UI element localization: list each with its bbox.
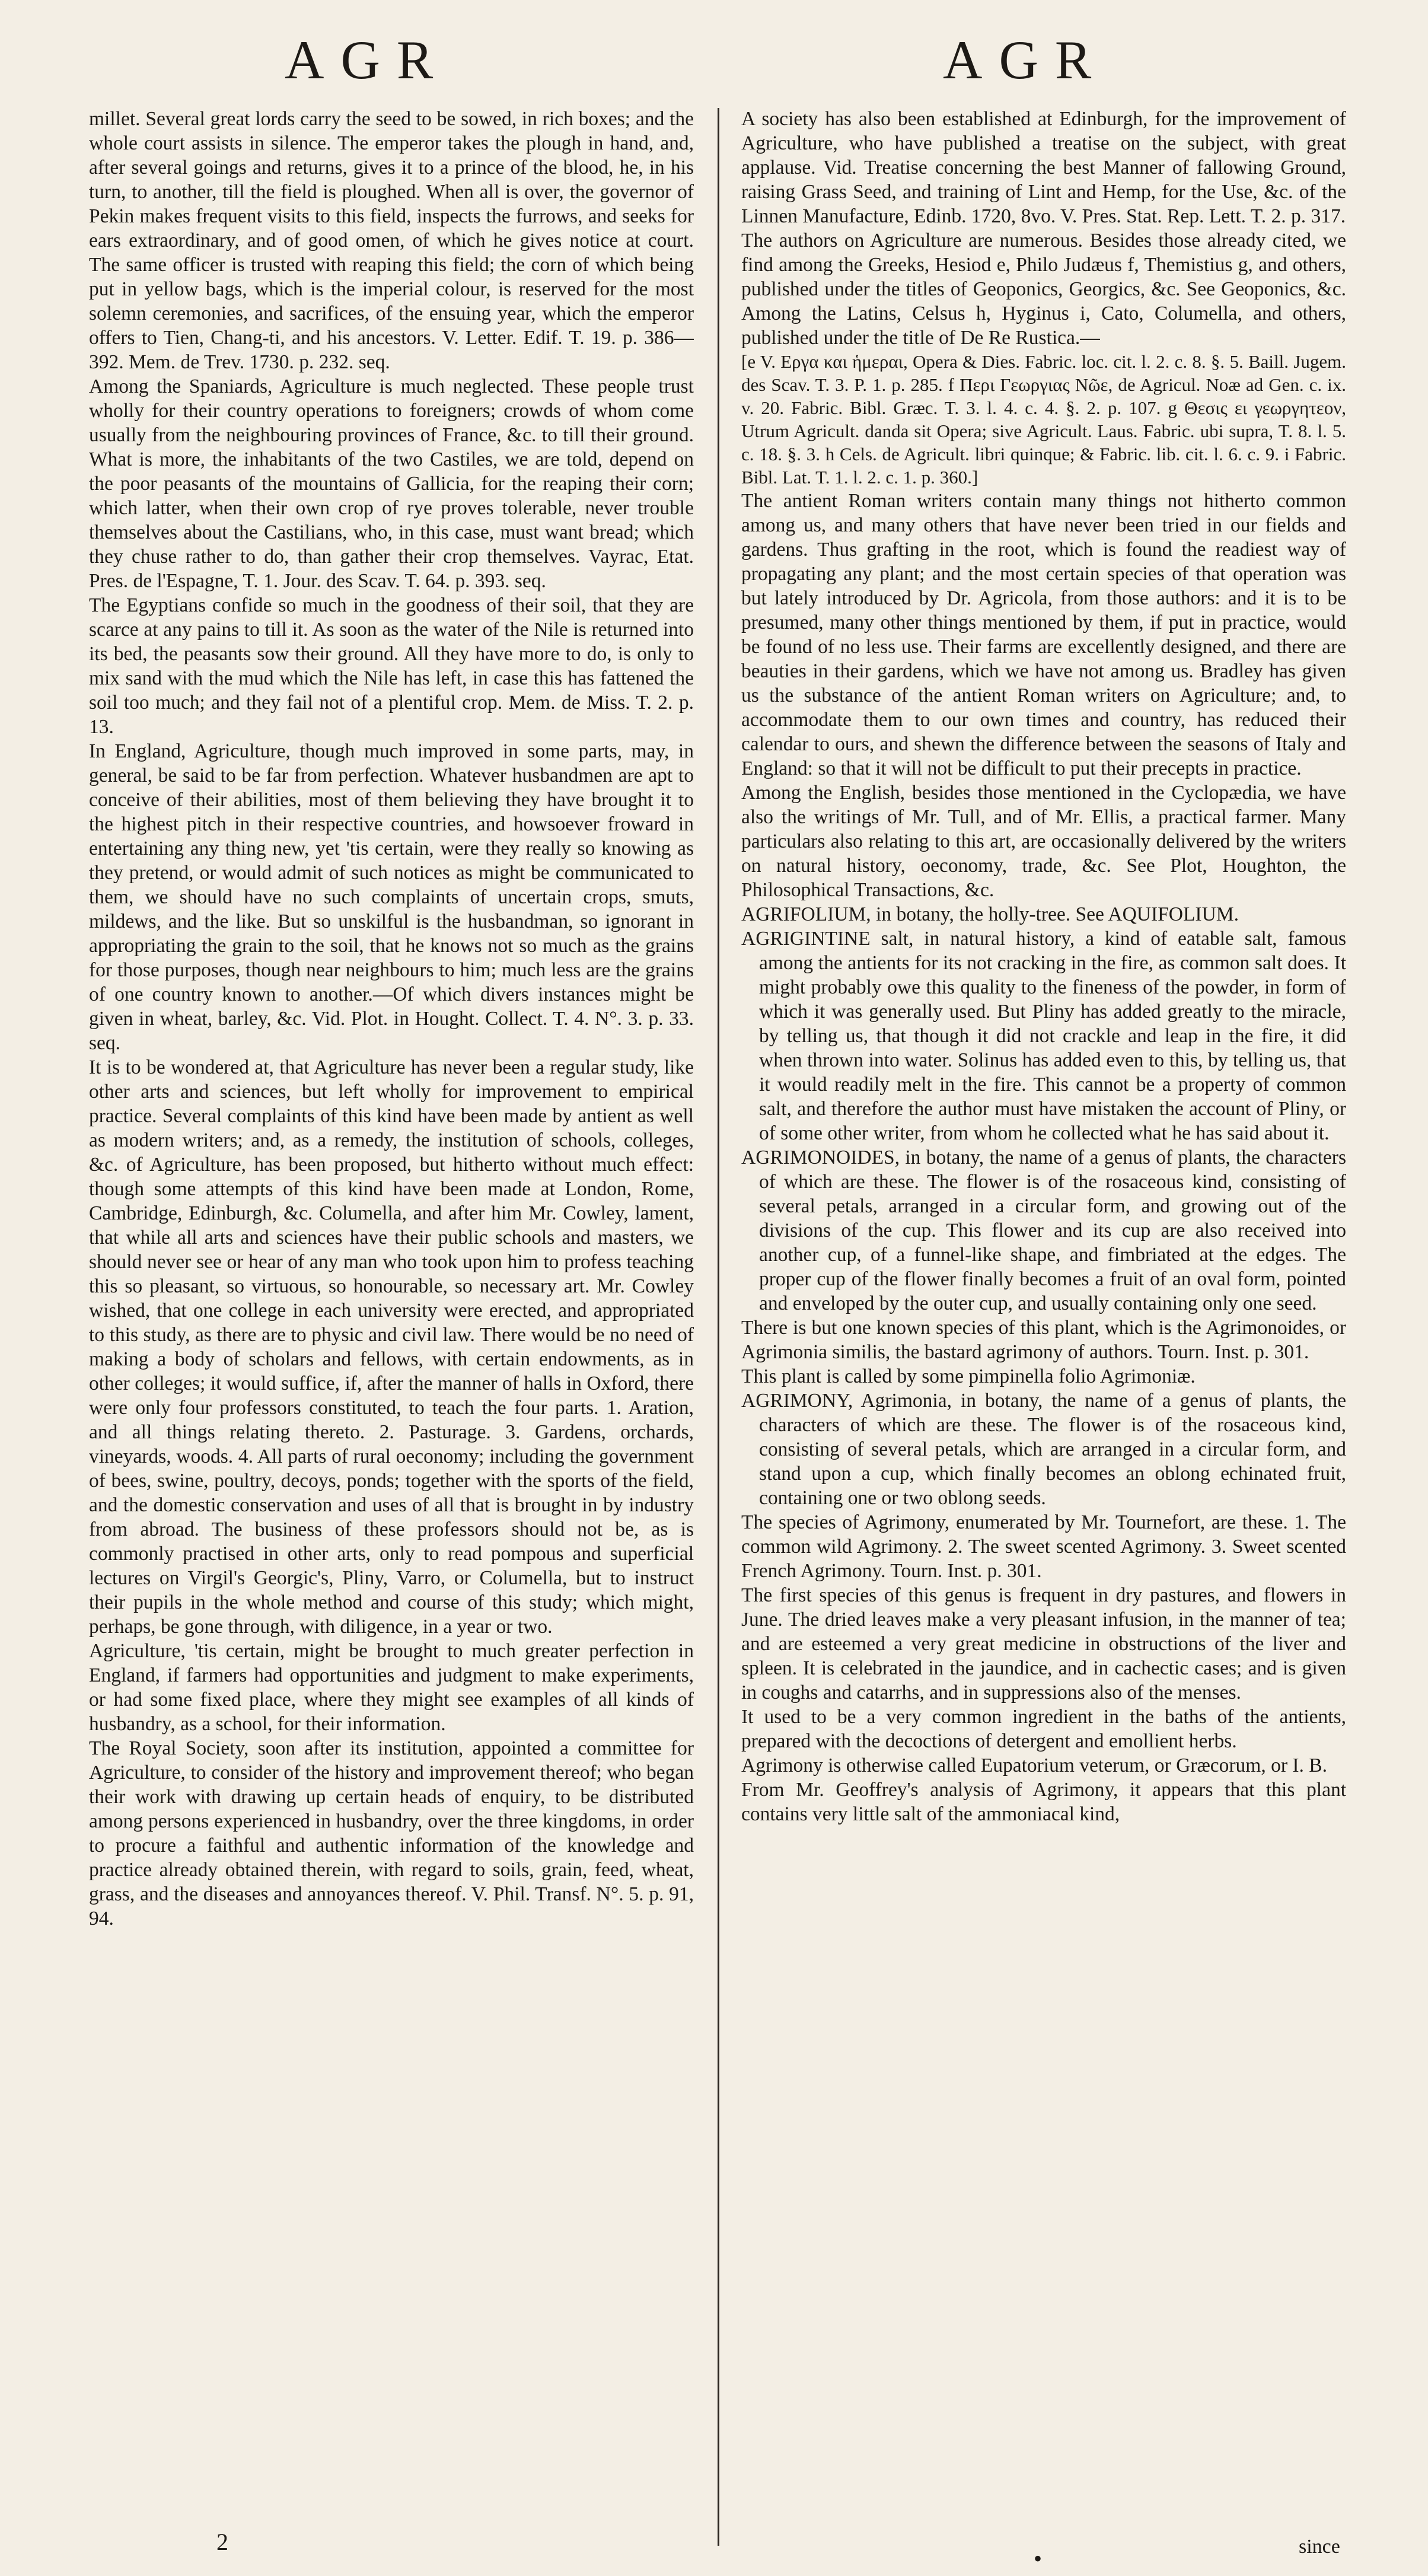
right-column bbox=[741, 107, 1346, 2527]
paragraph: millet. Several great lords carry the seed to be sowed, in rich boxes; and the whole court assists in silence. The emperor takes the plough in hand, and, after several goings and returns, gives it to a prince of the blood, he, in his turn, to another, till the field is ploughed. When all is over, the governor of Pekin makes frequent visits to this field, inspects the furrows, and seeks for ears extraordinary, and of good omen, of which he gives notice at court. The same officer is trusted with reaping this field; the corn of which being put in yellow bags, which is the imperial colour, is reserved for the most solemn ceremonies, and sacrifices, of the ensuing year, which the emperor offers to Tien, Chang-ti, and his ancestors. V. Letter. Edif. T. 19. p. 386—392. Mem. de Trev. 1730. p. 232. seq. bbox=[89, 108, 694, 373]
entry-agrigintine-salt: AGRIGINTINE salt, in natural history, a kind of eatable salt, famous among the antients for its not cracking in the fire, as common salt does. It might probably owe this quality to the fineness of the powder, in form of which it was generally used. But Pliny has added greatly to the miracle, by telling us, that though it did not crackle and leap in the fire, it did when thrown into water. Solinus has added even to this, by telling us, that it would readily melt in the fire. This cannot be a property of common salt, and therefore the author must have mistaken the account of Pliny, or of some other writer, from whom he collected what he has said about it. bbox=[741, 928, 1346, 1144]
paragraph: The Royal Society, soon after its institution, appointed a committee for Agriculture, to consider of the history and improvement thereof; who began their work with drawing up certain heads of enquiry, to be distributed among persons experienced in husbandry, over the three kingdoms, in order to procure a faithful and authentic information of the knowledge and practice already obtained therein, with regard to soils, grain, feed, wheat, grass, and the diseases and annoyances thereof. V. Phil. Transf. N°. 5. p. 91, 94. bbox=[89, 1737, 694, 1929]
paragraph: The authors on Agriculture are numerous. Besides those already cited, we find among the Greeks, Hesiod e, Philo Judæus f, Themistius g, and others, published under the titles of Geoponics, Georgics, &c. See Geoponics, &c. Among the Latins, Celsus h, Hyginus i, Cato, Columella, and others, published under the title of De Re Rustica.— bbox=[741, 230, 1346, 349]
entry-agrifolium: AGRIFOLIUM, in botany, the holly-tree. See AQUIFOLIUM. bbox=[741, 903, 1239, 925]
paragraph: The first species of this genus is frequent in dry pastures, and flowers in June. The dried leaves make a very pleasant infusion, in the manner of tea; and are esteemed a very great medicine in obstructions of the liver and spleen. It is celebrated in the jaundice, and in cachectic cases; and is given in coughs and catarrhs, and in suppressions also of the menses. bbox=[741, 1584, 1346, 1703]
paragraph: There is but one known species of this plant, which is the Agrimonoides, or Agrimonia similis, the bastard agrimony of authors. Tourn. Inst. p. 301. bbox=[741, 1317, 1346, 1363]
paragraph: Among the English, besides those mentioned in the Cyclopædia, we have also the writings of Mr. Tull, and of Mr. Ellis, a practical farmer. Many particulars also relating to this art, are occasionally delivered by the writers on natural history, oeconomy, trade, &c. See Plot, Houghton, the Philosophical Transactions, &c. bbox=[741, 782, 1346, 901]
signature-mark: • bbox=[1034, 2545, 1043, 2572]
entry-agrimonoides: AGRIMONOIDES, in botany, the name of a genus of plants, the characters of which are these. The flower is of the rosaceous kind, consisting of several petals, arranged in a circular form, and growing out of the divisions of the cup. This flower and its cup are also received into another cup, of a funnel-like shape, and fimbriated at the edges. The proper cup of the flower finally becomes a fruit of an oval form, pointed and enveloped by the outer cup, and usually containing only one seed. bbox=[741, 1147, 1346, 1314]
paragraph: It used to be a very common ingredient in the baths of the antients, prepared with the decoctions of detergent and emollient herbs. bbox=[741, 1706, 1346, 1752]
paragraph: The antient Roman writers contain many things not hitherto common among us, and many others that have never been tried in our fields and gardens. Thus grafting in the root, which is found the readiest way of propagating any plant; and the most certain species of that operation was but lately introduced by Dr. Agricola, from those authors: and it is to be presumed, many other things mentioned by them, if put in practice, would be found of no less use. Their farms are excellently designed, and there are beauties in their gardens, which we have not among us. Bradley has given us the substance of the antient Roman writers on Agriculture; and, to accommodate them to our own times and country, has reduced their calendar to ours, and shewn the difference between the seasons of Italy and England: so that it will not be difficult to put their precepts in practice. bbox=[741, 490, 1346, 779]
paragraph: It is to be wondered at, that Agriculture has never been a regular study, like other arts and sciences, but left wholly for improvement to empirical practice. Several complaints of this kind have been made by antient as well as modern writers; and, as a remedy, the institution of schools, colleges, &c. of Agriculture, has been proposed, but hitherto without much effect: though some attempts of this kind have been made at London, Rome, Cambridge, Edinburgh, &c. Columella, and after him Mr. Cowley, lament, that while all arts and sciences have their public schools and masters, we should never see or hear of any man who took upon him to profess teaching this so pleasant, so virtuous, so honourable, so necessary art. Mr. Cowley wished, that one college in each university were erected, and appropriated to this study, as there are to physic and civil law. There would be no need of making a body of scholars and fellows, with certain endowments, as in other colleges; it would suffice, if, after the manner of halls in Oxford, there were only four professors constituted, to teach the four parts. 1. Aration, and all things relating thereto. 2. Pasturage. 3. Gardens, orchards, vineyards, woods. 4. All parts of rural oeconomy; including the government of bees, swine, poultry, decoys, ponds; together with the sports of the field, and the domestic conservation and uses of all that is brought in by industry from abroad. The business of these professors should not be, as is commonly practised in other arts, only to read pompous and superficial lectures on Virgil's Georgic's, Pliny, Varro, or Columella, but to instruct their pupils in the whole method and course of this study; which might, perhaps, be gone through, with diligence, in a year or two. bbox=[89, 1056, 694, 1638]
paragraph: In England, Agriculture, though much improved in some parts, may, in general, be said to be far from perfection. Whatever husbandmen are apt to conceive of their abilities, most of them believing they have brought it to the highest pitch in their respective countries, and howsoever froward in entertaining any thing new, yet 'tis certain, were they really so knowing as they pretend, or would admit of such notices as might be communicated to them, we should have no such complaints of uncertain crops, smuts, mildews, and the like. But so unskilful is the husbandman, so ignorant in appropriating the grain to the soil, that he knows not so much as the grains for those purposes, though near neighbours to him; much less are the grains of one country known to another.—Of which divers instances might be given in wheat, barley, &c. Vid. Plot. in Hought. Collect. T. 4. N°. 3. p. 33. seq. bbox=[89, 740, 694, 1054]
running-head-right: AGR bbox=[943, 30, 1108, 90]
paragraph: Among the Spaniards, Agriculture is much neglected. These people trust wholly for their country operations to foreigners; crowds of whom come usually from the neighbouring provinces of France, &c. to till their ground. What is more, the inhabitants of the two Castiles, we are told, depend on the poor peasants of the mountains of Gallicia, for the reaping their corn; which latter, when their own crop of rye proves tolerable, never trouble themselves about the Castilians, who, in this case, must want bread; which they chuse rather to do, than gather their crop themselves. Vayrac, Etat. Pres. de l'Espagne, T. 1. Jour. des Scav. T. 64. p. 393. seq. bbox=[89, 375, 694, 592]
entry-agrimony: AGRIMONY, Agrimonia, in botany, the name of a genus of plants, the characters of which are these. The flower is of the rosaceous kind, consisting of several petals, which are arranged in a circular form, and stand upon a cup, which finally becomes an oblong echinated fruit, containing one or two oblong seeds. bbox=[741, 1390, 1346, 1509]
left-column bbox=[89, 107, 694, 2527]
column-rule bbox=[718, 108, 719, 2546]
running-head-left: AGR bbox=[285, 30, 450, 90]
paragraph: This plant is called by some pimpinella folio Agrimoniæ. bbox=[741, 1365, 1196, 1387]
paragraph: The species of Agrimony, enumerated by Mr. Tournefort, are these. 1. The common wild Agrimony. 2. The sweet scented Agrimony. 3. Sweet scented French Agrimony. Tourn. Inst. p. 301. bbox=[741, 1511, 1346, 1582]
page-number: 2 bbox=[216, 2529, 228, 2555]
paragraph: A society has also been established at Edinburgh, for the improvement of Agriculture, who have published a treatise on the subject, with great applause. Vid. Treatise concerning the best Manner of fallowing Ground, raising Grass Seed, and training of Lint and Hemp, for the Use, &c. of the Linnen Manufacture, Edinb. 1720, 8vo. V. Pres. Stat. Rep. Lett. T. 2. p. 317. bbox=[741, 108, 1346, 227]
paragraph: The Egyptians confide so much in the goodness of their soil, that they are scarce at any pains to till it. As soon as the water of the Nile is returned into its bed, the peasants sow their ground. All they have more to do, is only to mix sand with the mud which the Nile has left, in case this has fattened the soil too much; and they fail not of a plentiful crop. Mem. de Miss. T. 2. p. 13. bbox=[89, 594, 694, 738]
paragraph: Agrimony is otherwise called Eupatorium veterum, or Græcorum, or I. B. bbox=[741, 1755, 1328, 1776]
footnote-block: [e V. Εργα και ἡμεραι, Opera & Dies. Fabric. loc. cit. l. 2. c. 8. §. 5. Baill. Jugem. des Scav. T. 3. P. 1. p. 285. f Περι Γεωργιας Νῶε, de Agricul. Noæ ad Gen. c. ix. v. 20. Fabric. Bibl. Græc. T. 3. l. 4. c. 4. §. 2. p. 107. g Θεσις ει γεωργητεον, Utrum Agricult. danda sit Opera; sive Agricult. Laus. Fabric. ubi supra, T. 8. l. 5. c. 18. §. 3. h Cels. de Agricult. libri quinque; & Fabric. lib. cit. l. 6. c. 9. i Fabric. Bibl. Lat. T. 1. l. 2. c. 1. p. 360.] bbox=[741, 351, 1346, 488]
catchword: since bbox=[1299, 2536, 1340, 2558]
paragraph: Agriculture, 'tis certain, might be brought to much greater perfection in England, if farmers had opportunities and judgment to make experiments, or had some fixed place, where they might see examples of all kinds of husbandry, as a school, for their information. bbox=[89, 1640, 694, 1735]
paragraph: From Mr. Geoffrey's analysis of Agrimony, it appears that this plant contains very little salt of the ammoniacal kind, bbox=[741, 1779, 1346, 1825]
running-header bbox=[0, 28, 1428, 94]
